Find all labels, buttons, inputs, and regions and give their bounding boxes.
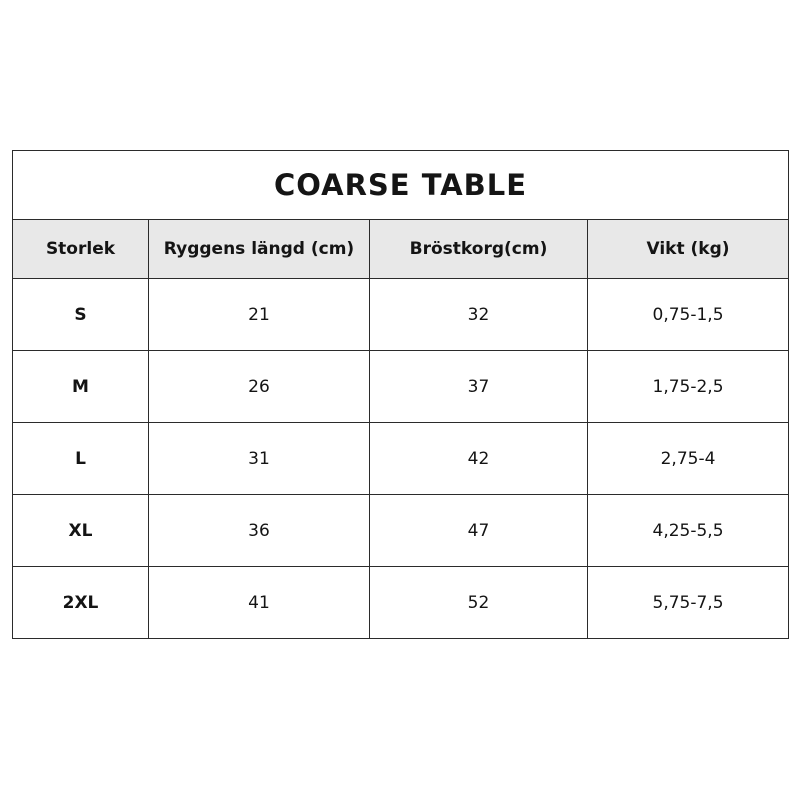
cell-back-length: 31	[149, 423, 370, 495]
table-title-cell	[13, 151, 789, 220]
column-header-size: Storlek	[13, 220, 149, 279]
cell-size: XL	[13, 495, 149, 567]
cell-chest: 37	[370, 351, 588, 423]
size-chart-table	[12, 150, 789, 639]
cell-back-length: 26	[149, 351, 370, 423]
cell-size: M	[13, 351, 149, 423]
cell-weight: 0,75-1,5	[588, 279, 789, 351]
table-row	[13, 495, 789, 567]
cell-back-length: 21	[149, 279, 370, 351]
table-row	[13, 351, 789, 423]
page-title: COARSE TABLE	[273, 168, 528, 202]
table-header-row	[13, 220, 789, 279]
column-header-chest: Bröstkorg(cm)	[370, 220, 588, 279]
table-row	[13, 279, 789, 351]
cell-size: L	[13, 423, 149, 495]
cell-back-length: 41	[149, 567, 370, 639]
table-row	[13, 567, 789, 639]
cell-chest: 42	[370, 423, 588, 495]
column-header-back-length: Ryggens längd (cm)	[149, 220, 370, 279]
cell-back-length: 36	[149, 495, 370, 567]
cell-chest: 52	[370, 567, 588, 639]
cell-weight: 2,75-4	[588, 423, 789, 495]
size-chart-table-container	[12, 150, 788, 639]
cell-size: 2XL	[13, 567, 149, 639]
title-row	[13, 151, 789, 220]
cell-chest: 47	[370, 495, 588, 567]
column-header-weight: Vikt (kg)	[588, 220, 789, 279]
cell-weight: 1,75-2,5	[588, 351, 789, 423]
table-row	[13, 423, 789, 495]
cell-chest: 32	[370, 279, 588, 351]
cell-weight: 5,75-7,5	[588, 567, 789, 639]
cell-size: S	[13, 279, 149, 351]
cell-weight: 4,25-5,5	[588, 495, 789, 567]
